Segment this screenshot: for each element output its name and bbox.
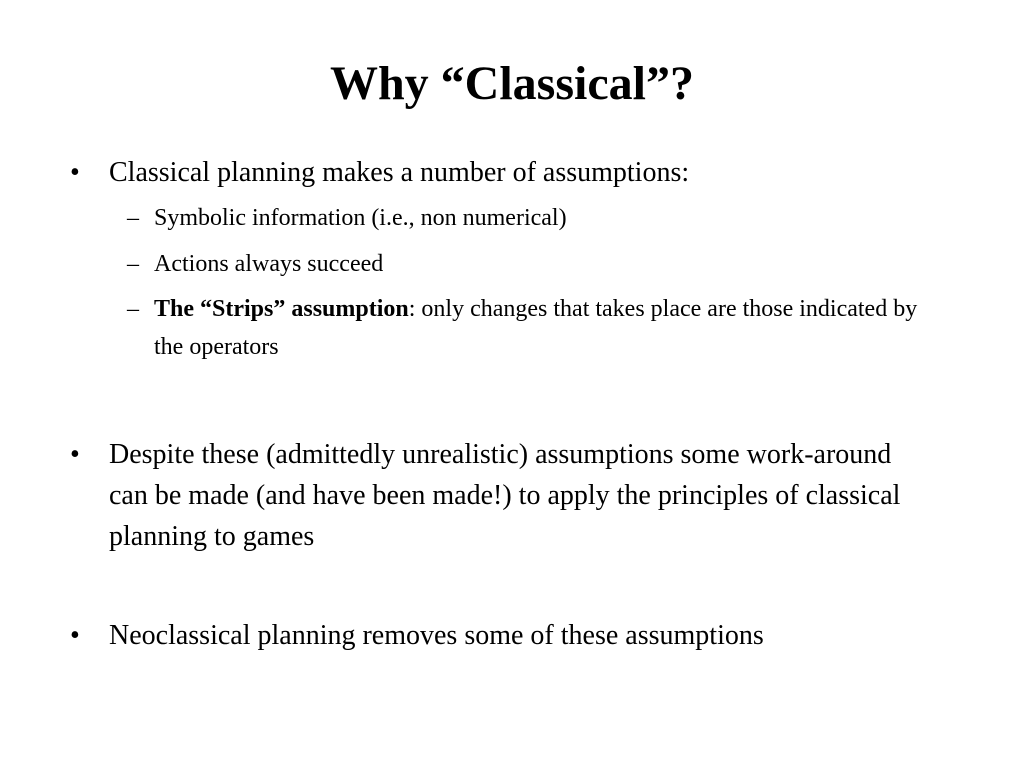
subitem-bold-label: The “Strips” assumption [154, 296, 409, 322]
bullet-dot: • [70, 157, 80, 188]
subitem-text: : only changes that takes place are those indicated by the operators [154, 296, 918, 360]
subitem-text: Actions always succeed [154, 251, 384, 277]
bullet-item-neoclassical [70, 615, 930, 656]
bullet-text: Despite these (admittedly unrealistic) assumptions some work-around can be made (and have been made!) to apply the principles of classical planning to games [109, 439, 901, 552]
bullet-text: Neoclassical planning removes some of these assumptions [109, 620, 764, 651]
bullet-item-assumptions [70, 152, 930, 193]
subitem-actions [127, 245, 927, 283]
bullet-text: Classical planning makes a number of assumptions: [109, 157, 690, 188]
subitem-strips [127, 290, 927, 366]
bullet-item-workaround [70, 434, 930, 557]
subitem-text-wrapper [154, 290, 927, 366]
subitem-text: Symbolic information (i.e., non numerical) [154, 205, 567, 231]
sub-dash: – [127, 251, 139, 277]
sub-dash: – [127, 296, 139, 322]
bullet-dot: • [70, 439, 80, 470]
sub-dash: – [127, 205, 139, 231]
bullet-dot: • [70, 620, 80, 651]
slide-title: Why “Classical”? [329, 57, 695, 110]
subitem-symbolic [127, 199, 927, 237]
